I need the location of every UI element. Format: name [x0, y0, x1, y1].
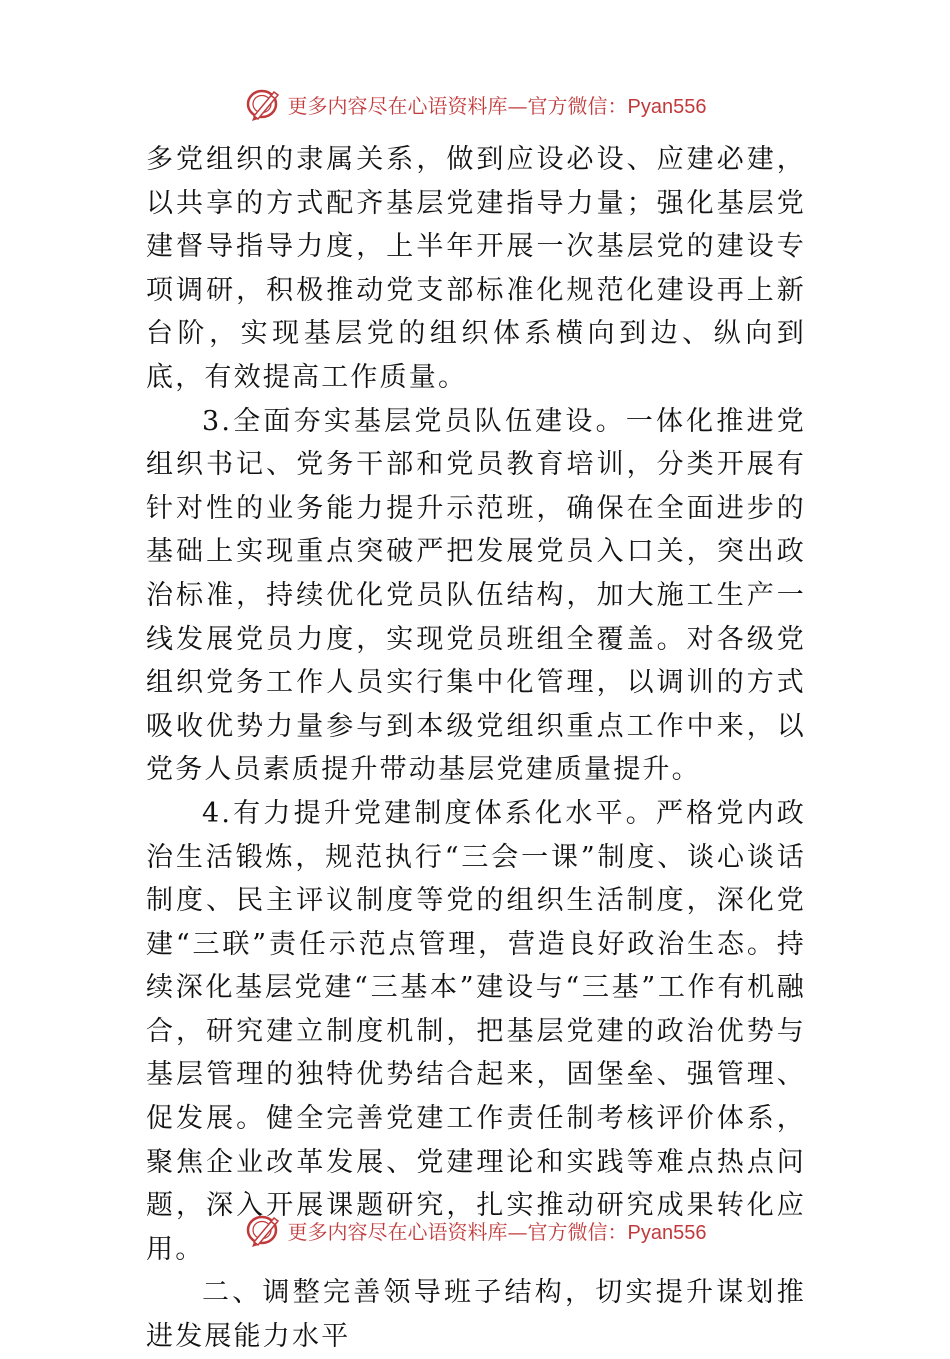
document-body — [146, 138, 806, 1359]
paragraph-item-3: 3.全面夯实基层党员队伍建设。一体化推进党组织书记、党务干部和党员教育培训，分类开展有针对性的业务能力提升示范班，确保在全面进步的基础上实现重点突破严把发展党员入口关，突出政治标准，持续优化党员队伍结构，加大施工生产一线发展党员力度，实现党员班组全覆盖。对各级党组织党务工作人员实行集中化管理，以调训的方式吸收优势力量参与到本级党组织重点工作中来，以党务人员素质提升带动基层党建质量提升。 — [146, 405, 806, 786]
banner-text: 更多内容尽在心语资料库—官方微信： — [287, 1219, 628, 1244]
banner-wechat-id: Pyan556 — [627, 1221, 707, 1244]
section-heading-2: 二、调整完善领导班子结构，切实提升谋划推进发展能力水平 — [146, 1277, 806, 1353]
paragraph-continuation: 多党组织的隶属关系，做到应设必设、应建必建，以共享的方式配齐基层党建指导力量；强化基层党建督导指导力度，上半年开展一次基层党的建设专项调研，积极推动党支部标准化规范化建设再上新台阶，实现基层党的组织体系横向到边、纵向到底，有效提高工作质量。 — [146, 144, 806, 393]
footer-banner — [0, 1210, 950, 1250]
banner-wechat-id: Pyan556 — [627, 95, 707, 118]
banner-text: 更多内容尽在心语资料库—官方微信： — [287, 93, 628, 118]
pen-circle-logo-icon — [244, 86, 284, 122]
pen-circle-logo-icon — [244, 1212, 284, 1248]
paragraph-item-4: 4.有力提升党建制度体系化水平。严格党内政治生活锻炼，规范执行“三会一课”制度、谈心谈话制度、民主评议制度等党的组织生活制度，深化党建“三联”责任示范点管理，营造良好政治生态。持续深化基层党建“三基本”建设与“三基”工作有机融合，研究建立制度机制，把基层党建的政治优势与基层管理的独特优势结合起来，固堡垒、强管理、促发展。健全完善党建工作责任制考核评价体系，聚焦企业改革发展、党建理论和实践等难点热点问题，深入开展课题研究，扎实推动研究成果转化应用。 — [146, 797, 806, 1265]
header-banner — [0, 84, 950, 124]
